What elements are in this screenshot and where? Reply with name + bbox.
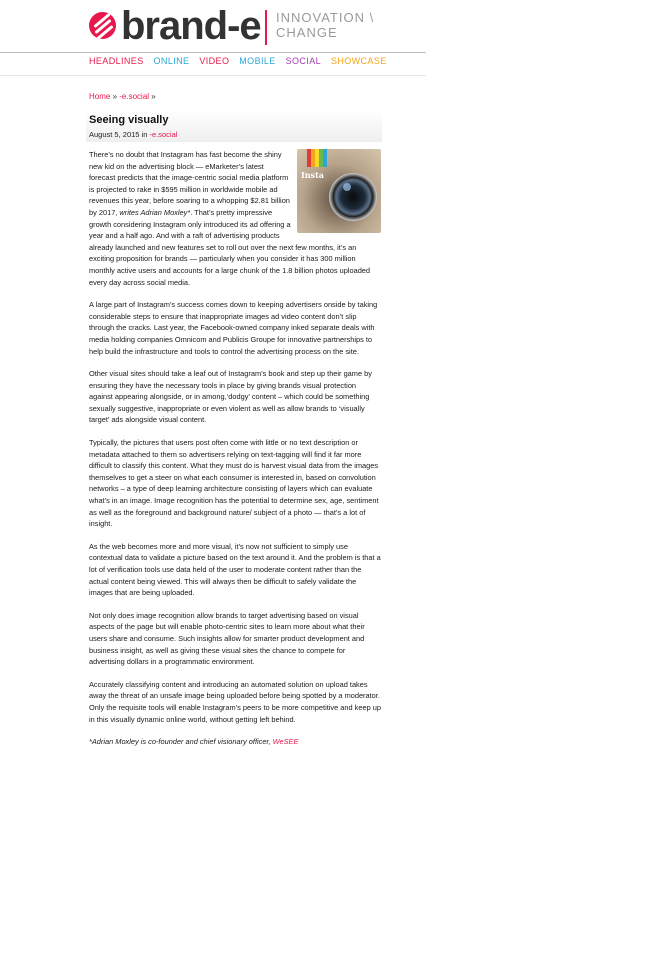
article-category-link[interactable]: -e.social — [149, 130, 178, 139]
article-date: August 5, 2015 — [89, 130, 140, 139]
nav-mobile[interactable]: MOBILE — [239, 56, 276, 66]
breadcrumb-separator: » — [151, 92, 156, 101]
instagram-camera-image — [297, 149, 381, 233]
article-paragraph: Accurately classifying content and introducing an automated solution on upload takes away the threat of an unsafe image being uploaded before being spotted by a moderator. Only the requisite tools will enable Instagram’s peers to be more competitive and keep up in this visually dynamic online world, without getting left behind. — [89, 679, 381, 724]
article-paragraph: Typically, the pictures that users post often come with little or no text description or metadata attached to them so advertisers relying on text-tagging will find it far more difficult to classify this content. What they must do is harvest visual data from the images themselves to get a steer on what each consumer is interested in, based on convolution networks – a type of deep learning architecture consisting of layers which can evaluate what’s in an image. Image recognition has the potential to determine sex, age, sentiment as well as the foreground and background nature/ subject of a photo — that’s a lot of insight. — [89, 438, 379, 529]
lens-glint — [343, 183, 351, 191]
main-nav — [89, 56, 394, 66]
brand-name[interactable]: brand-e — [121, 4, 261, 48]
nav-social[interactable]: SOCIAL — [285, 56, 322, 66]
rainbow-stripe-icon — [307, 149, 327, 167]
nav-online[interactable]: ONLINE — [153, 56, 190, 66]
paragraph-text: . That’s pretty impressive growth considering Instagram only introduced its ad offering a year and a half ago. And with a raft of advertising products already launched and new features set to roll out over the next few months, it’s an exciting proposition for brands — particularly when you consider it has 300 million monthly active users and accounts for a large chunk of the 1.8 billion photos uploaded every day across social media. — [89, 207, 371, 287]
article-paragraph: As the web becomes more and more visual, it’s now not sufficient to simply use contextual data to validate a picture based on the text around it. And the problem is that a lot of verification tools use data held of the user to moderate content rather than the actual content being viewed. This will always then be difficult to safely validate the images that are being uploaded. — [89, 541, 381, 598]
breadcrumb-section[interactable]: -e.social — [119, 92, 150, 101]
author-footnote — [89, 736, 381, 748]
article-paragraph: Other visual sites should take a leaf out of Instagram’s book and step up their game by ensuring they have the necessary tools in place by giving brands visual protection against appearing alongside, or in among,‘dodgy’ content – which could be something sexually suggestive, inappropriate or even violent as well as allow brands to ‘visually target’ ads alongside visual content. — [89, 369, 372, 425]
footnote-company-link[interactable]: WeSEE — [272, 737, 299, 747]
article-paragraph: Not only does image recognition allow brands to target advertising based on visual aspects of the page but will enable photo-centric sites to learn more about what their users share and consume. Such insights allow for smarter product development and business insight, as well as giving these visual sites the chance to compete for advertising dollars in a programmatic environment. — [89, 610, 365, 667]
article-meta — [89, 130, 177, 139]
brand-tagline: INNOVATION \ CHANGE — [276, 10, 375, 40]
article-body — [89, 149, 381, 759]
camera-lens-icon — [329, 173, 377, 221]
nav-showcase[interactable]: SHOWCASE — [330, 56, 387, 66]
brand-logo-icon[interactable] — [89, 12, 116, 39]
nav-video[interactable]: VIDEO — [199, 56, 230, 66]
author-byline: writes Adrian Moxley* — [119, 207, 191, 217]
site-header — [0, 0, 426, 53]
article-in-label: in — [141, 130, 148, 139]
article-paragraph: A large part of Instagram’s success comes down to keeping advertisers onside by taking considerable steps to ensure that inappropriate images ad video content don’t slip through the cracks. Last year, the Facebook-owned company inked separate deals with media holding companies Omnicom and Publicis Groupe for innovative partnerships to help build the infrastructure and tools to control the advertising process on the site. — [89, 300, 378, 356]
paragraph-text: There’s no doubt that Instagram has fast become the shiny new kid on the advertising block — eMarketer’s latest forecast predicts that the image-centric social media platform is projected to rake in $595 million in worldwide mobile ad revenues this year, before soaring to a whopping $2.81 billion by 2017, — [89, 150, 290, 217]
breadcrumb-home[interactable]: Home — [89, 92, 111, 101]
insta-label: Insta — [301, 170, 324, 180]
nav-divider — [0, 75, 426, 76]
header-divider — [265, 10, 267, 45]
breadcrumb — [89, 92, 156, 101]
nav-headlines[interactable]: HEADLINES — [89, 56, 144, 66]
article-title[interactable]: Seeing visually — [89, 114, 169, 126]
footnote-text: *Adrian Moxley is co-founder and chief visionary officer, — [89, 737, 271, 747]
breadcrumb-separator: » — [112, 92, 118, 101]
